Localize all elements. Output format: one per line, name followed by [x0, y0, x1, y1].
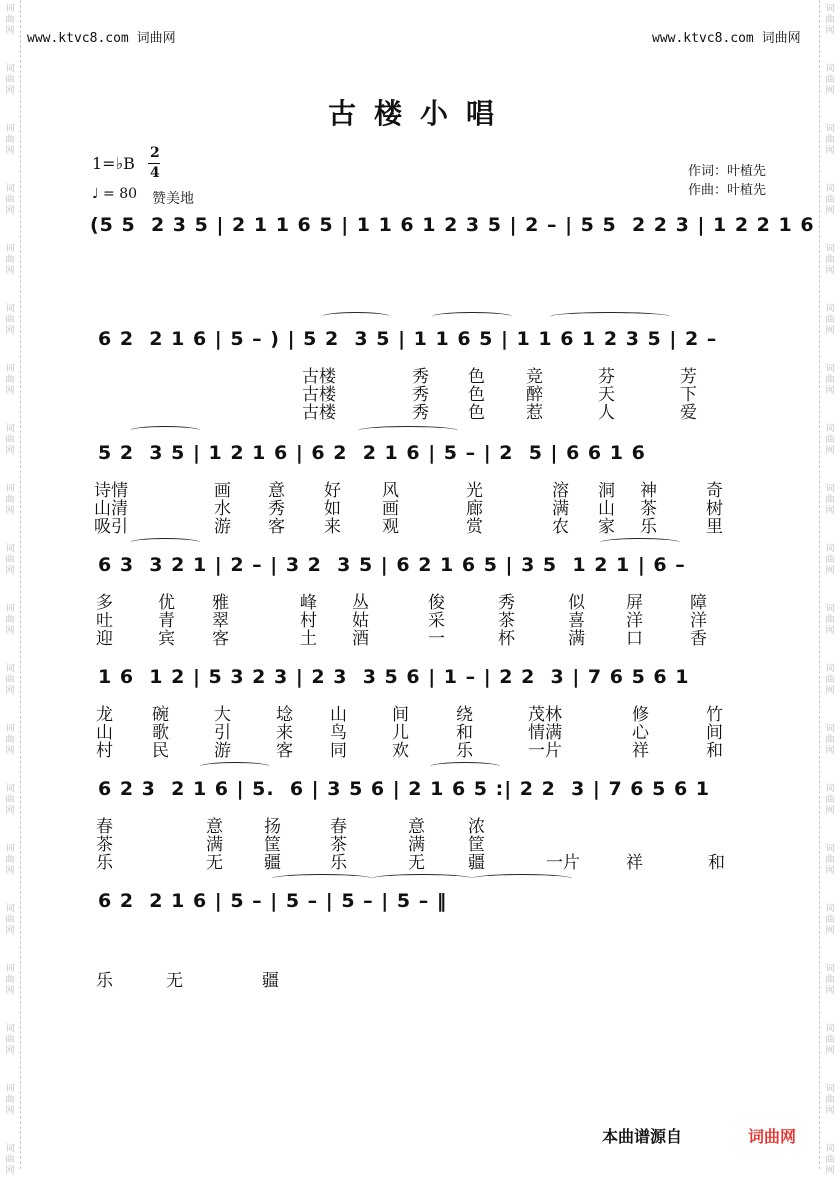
lyric-word: 廊 [466, 499, 483, 519]
lyric-word: 引 [214, 723, 231, 743]
watermark-text: 词 曲 网 [825, 664, 835, 696]
lyric-word: 姑 [352, 611, 369, 631]
lyric-word: 吐 [96, 611, 113, 631]
watermark-text: 词 曲 网 [5, 604, 15, 636]
lyric-word: 农 [552, 517, 569, 537]
watermark-text: 词 曲 网 [825, 124, 835, 156]
time-signature-bottom: 4 [150, 165, 160, 181]
watermark-text: 词 曲 网 [5, 4, 15, 36]
lyric-word: 家 [598, 517, 615, 537]
lyric-word: 茶 [640, 499, 657, 519]
lyric-word: 儿 [392, 723, 409, 743]
lyric-word: 秀 [498, 593, 515, 613]
lyric-word: 客 [268, 517, 285, 537]
lyric-word: 画 [214, 481, 231, 501]
score-row-text: 6 2 3 2 1 6 | 5. 6 | 3 5 6 | 2 1 6 5 :| 2 2 3 | 7 6 5 6 1 [98, 778, 711, 800]
slur [130, 426, 200, 435]
lyric-word: 山 [96, 723, 113, 743]
watermark-text: 词 曲 网 [825, 604, 835, 636]
lyric-word: 人 [598, 403, 615, 423]
lyric-word: 祥 [626, 853, 643, 873]
watermark-text: 词 曲 网 [825, 904, 835, 936]
lyric-word: 如 [324, 499, 341, 519]
lyric-word: 溶 [552, 481, 569, 501]
lyric-word: 和 [708, 853, 725, 873]
lyric-word: 埝 [276, 705, 293, 725]
lyric-word: 春 [330, 817, 347, 837]
lyric-word: 茶 [96, 835, 113, 855]
watermark-text: 词 曲 网 [825, 1144, 835, 1176]
lyric-word: 无 [408, 853, 425, 873]
lyric-word: 洋 [690, 611, 707, 631]
lyric-word: 疆 [262, 971, 279, 991]
lyric-word: 画 [382, 499, 399, 519]
score-row-text: 6 2 2 1 6 | 5 – | 5 – | 5 – | 5 – ‖ [98, 890, 448, 912]
score-row-text: 5 2 3 5 | 1 2 1 6 | 6 2 2 1 6 | 5 – | 2 5 | 6 6 1 6 [98, 442, 646, 464]
watermark-text: 词 曲 网 [825, 484, 835, 516]
lyric-word: 奇 [706, 481, 723, 501]
lyric-word: 山 [330, 705, 347, 725]
lyric-word: 丛 [352, 593, 369, 613]
composer-credit: 作曲：叶植先 [688, 183, 767, 198]
watermark-text: 词 曲 网 [825, 784, 835, 816]
lyric-word: 满 [552, 499, 569, 519]
watermark-text: 词 曲 网 [5, 304, 15, 336]
lyric-word: 间 [392, 705, 409, 725]
lyric-word: 游 [214, 741, 231, 761]
lyric-word: 光 [466, 481, 483, 501]
expression-mark: 赞美地 [152, 191, 194, 207]
watermark-text: 词 曲 网 [5, 244, 15, 276]
lyric-word: 村 [300, 611, 317, 631]
key-signature: 1=♭B [92, 154, 135, 173]
slur [432, 312, 512, 321]
lyric-word: 迎 [96, 629, 113, 649]
lyric-word: 好 [324, 481, 341, 501]
slur [550, 312, 670, 321]
lyric-word: 和 [456, 723, 473, 743]
score-row-text: 6 3 3 2 1 | 2 – | 3 2 3 5 | 6 2 1 6 5 | 3 5 1 2 1 | 6 – [98, 554, 686, 576]
lyric-word: 歌 [152, 723, 169, 743]
lyric-word: 鸟 [330, 723, 347, 743]
slur [130, 538, 200, 547]
watermark-text: 词 曲 网 [5, 64, 15, 96]
score-row-5 [90, 666, 760, 706]
watermark-text: 词 曲 网 [825, 1024, 835, 1056]
lyric-word: 峰 [300, 593, 317, 613]
lyric-word: 似 [568, 593, 585, 613]
lyric-word: 色 [468, 385, 485, 405]
tempo-mark: ♩ = 80 [92, 186, 138, 202]
watermark-text: 词 曲 网 [5, 424, 15, 456]
lyric-word: 障 [690, 593, 707, 613]
lyric-word: 客 [276, 741, 293, 761]
lyric-word: 屏 [626, 593, 643, 613]
watermark-text: 词 曲 网 [825, 1084, 835, 1116]
lyric-word: 乐 [640, 517, 657, 537]
lyric-word: 色 [468, 367, 485, 387]
lyric-word: 乐 [96, 853, 113, 873]
lyric-word: 乐 [96, 971, 113, 991]
lyric-word: 树 [706, 499, 723, 519]
lyricist-credit: 作词：叶植先 [688, 164, 767, 179]
lyric-word: 秀 [412, 385, 429, 405]
lyric-word: 色 [468, 403, 485, 423]
lyric-word: 优 [158, 593, 175, 613]
lyric-word: 诗情 [94, 481, 128, 501]
lyric-word: 惹 [526, 403, 543, 423]
lyric-word: 俊 [428, 593, 445, 613]
lyric-word: 春 [96, 817, 113, 837]
footer-brand-link[interactable]: 词曲网 [748, 1127, 797, 1146]
watermark-text: 词 曲 网 [825, 244, 835, 276]
watermark-text: 词 曲 网 [825, 424, 835, 456]
watermark-text: 词 曲 网 [5, 124, 15, 156]
lyric-word: 水 [214, 499, 231, 519]
lyric-word: 天 [598, 385, 615, 405]
lyric-word: 酒 [352, 629, 369, 649]
lyric-word: 喜 [568, 611, 585, 631]
lyric-word: 间 [706, 723, 723, 743]
lyric-word: 来 [324, 517, 341, 537]
lyric-word: 杯 [498, 629, 515, 649]
lyric-word: 古楼 [302, 367, 336, 387]
slur [430, 762, 500, 771]
lyric-word: 筐 [264, 835, 281, 855]
lyric-word: 满 [408, 835, 425, 855]
lyric-word: 意 [206, 817, 223, 837]
lyric-word: 竞 [526, 367, 543, 387]
lyric-word: 一 [428, 629, 445, 649]
lyric-word: 浓 [468, 817, 485, 837]
lyric-word: 芬 [598, 367, 615, 387]
lyric-word: 香 [690, 629, 707, 649]
tie [472, 874, 572, 883]
watermark-text: 词 曲 网 [5, 184, 15, 216]
lyric-word: 和 [706, 741, 723, 761]
score-row-text: 1 6 1 2 | 5 3 2 3 | 2 3 3 5 6 | 1 – | 2 2 3 | 7 6 5 6 1 [98, 666, 690, 688]
watermark-text: 词 曲 网 [825, 844, 835, 876]
lyric-word: 茂林 [528, 705, 562, 725]
watermark-text: 词 曲 网 [825, 304, 835, 336]
lyric-word: 口 [626, 629, 643, 649]
lyric-word: 山清 [94, 499, 128, 519]
lyric-word: 观 [382, 517, 399, 537]
score-row-6 [90, 778, 760, 818]
lyric-word: 村 [96, 741, 113, 761]
lyric-word: 宾 [158, 629, 175, 649]
watermark-text: 词 曲 网 [5, 844, 15, 876]
lyric-word: 乐 [456, 741, 473, 761]
watermark-text: 词 曲 网 [5, 664, 15, 696]
lyric-word: 风 [382, 481, 399, 501]
lyric-word: 心 [632, 723, 649, 743]
lyric-word: 祥 [632, 741, 649, 761]
lyric-word: 龙 [96, 705, 113, 725]
score-row-7 [90, 890, 760, 930]
lyric-word: 一片 [528, 741, 562, 761]
lyric-word: 大 [214, 705, 231, 725]
watermark-text: 词 曲 网 [825, 4, 835, 36]
lyric-word: 筐 [468, 835, 485, 855]
watermark-text: 词 曲 网 [5, 1024, 15, 1056]
lyric-word: 爱 [680, 403, 697, 423]
watermark-text: 词 曲 网 [825, 184, 835, 216]
lyric-word: 翠 [212, 611, 229, 631]
score-row-4 [90, 554, 760, 594]
lyric-word: 疆 [468, 853, 485, 873]
lyric-word: 赏 [466, 517, 483, 537]
watermark-text: 词 曲 网 [5, 964, 15, 996]
slur [358, 426, 458, 435]
lyric-word: 茶 [498, 611, 515, 631]
lyric-word: 疆 [264, 853, 281, 873]
watermark-text: 词 曲 网 [5, 484, 15, 516]
score-row-text: 6 2 2 1 6 | 5 – ) | 5 2 3 5 | 1 1 6 5 | 1 1 6 1 2 3 5 | 2 – [98, 328, 718, 350]
lyric-word: 茶 [330, 835, 347, 855]
lyric-word: 一片 [546, 853, 580, 873]
watermark-text: 词 曲 网 [5, 1084, 15, 1116]
tie [272, 874, 372, 883]
watermark-text: 词 曲 网 [825, 64, 835, 96]
slur [322, 312, 390, 321]
score-row-1 [90, 214, 815, 254]
lyric-word: 采 [428, 611, 445, 631]
lyric-word: 满 [206, 835, 223, 855]
watermark-text: 词 曲 网 [825, 364, 835, 396]
lyric-word: 古楼 [302, 403, 336, 423]
lyric-word: 雅 [212, 593, 229, 613]
lyric-word: 客 [212, 629, 229, 649]
lyric-word: 秀 [268, 499, 285, 519]
watermark-text: 词 曲 网 [825, 544, 835, 576]
watermark-text: 词 曲 网 [5, 784, 15, 816]
lyric-word: 芳 [680, 367, 697, 387]
lyric-word: 意 [268, 481, 285, 501]
lyric-word: 多 [96, 593, 113, 613]
score-row-3 [90, 442, 760, 482]
lyric-word: 里 [706, 517, 723, 537]
lyric-word: 满 [568, 629, 585, 649]
watermark-text: 词 曲 网 [825, 964, 835, 996]
time-signature-line [148, 163, 160, 164]
lyric-word: 醉 [526, 385, 543, 405]
lyric-word: 古楼 [302, 385, 336, 405]
lyric-word: 民 [152, 741, 169, 761]
header-site-left[interactable]: www.ktvc8.com 词曲网 [27, 31, 176, 46]
lyric-word: 游 [214, 517, 231, 537]
lyric-word: 无 [166, 971, 183, 991]
watermark-text: 词 曲 网 [825, 724, 835, 756]
lyric-word: 洋 [626, 611, 643, 631]
lyric-word: 青 [158, 611, 175, 631]
lyric-word: 乐 [330, 853, 347, 873]
lyric-word: 绕 [456, 705, 473, 725]
song-title: 古楼小唱 [327, 97, 512, 130]
lyric-word: 同 [330, 741, 347, 761]
score-row-text: (5 5 2 3 5 | 2 1 1 6 5 | 1 1 6 1 2 3 5 | 2 – | 5 5 2 2 3 | 1 2 2 1 6 [90, 214, 815, 236]
lyric-word: 修 [632, 705, 649, 725]
lyric-word: 来 [276, 723, 293, 743]
lyric-word: 下 [680, 385, 697, 405]
time-signature-top: 2 [150, 145, 160, 161]
watermark-text: 词 曲 网 [5, 1144, 15, 1176]
footer-source-label: 本曲谱源自 [602, 1127, 683, 1146]
lyric-word: 碗 [152, 705, 169, 725]
lyric-word: 洞 [598, 481, 615, 501]
slur [600, 538, 680, 547]
tie [372, 874, 472, 883]
watermark-text: 词 曲 网 [5, 544, 15, 576]
lyric-word: 山 [598, 499, 615, 519]
lyric-word: 神 [640, 481, 657, 501]
lyric-word: 意 [408, 817, 425, 837]
lyric-word: 秀 [412, 367, 429, 387]
lyric-word: 秀 [412, 403, 429, 423]
watermark-text: 词 曲 网 [5, 904, 15, 936]
lyric-word: 土 [300, 629, 317, 649]
slur [200, 762, 270, 771]
watermark-text: 词 曲 网 [5, 364, 15, 396]
header-site-right[interactable]: www.ktvc8.com 词曲网 [652, 31, 801, 46]
lyric-word: 无 [206, 853, 223, 873]
lyric-word: 欢 [392, 741, 409, 761]
lyric-word: 竹 [706, 705, 723, 725]
lyric-word: 情满 [528, 723, 562, 743]
lyric-word: 吸引 [94, 517, 128, 537]
lyric-word: 扬 [264, 817, 281, 837]
watermark-text: 词 曲 网 [5, 724, 15, 756]
